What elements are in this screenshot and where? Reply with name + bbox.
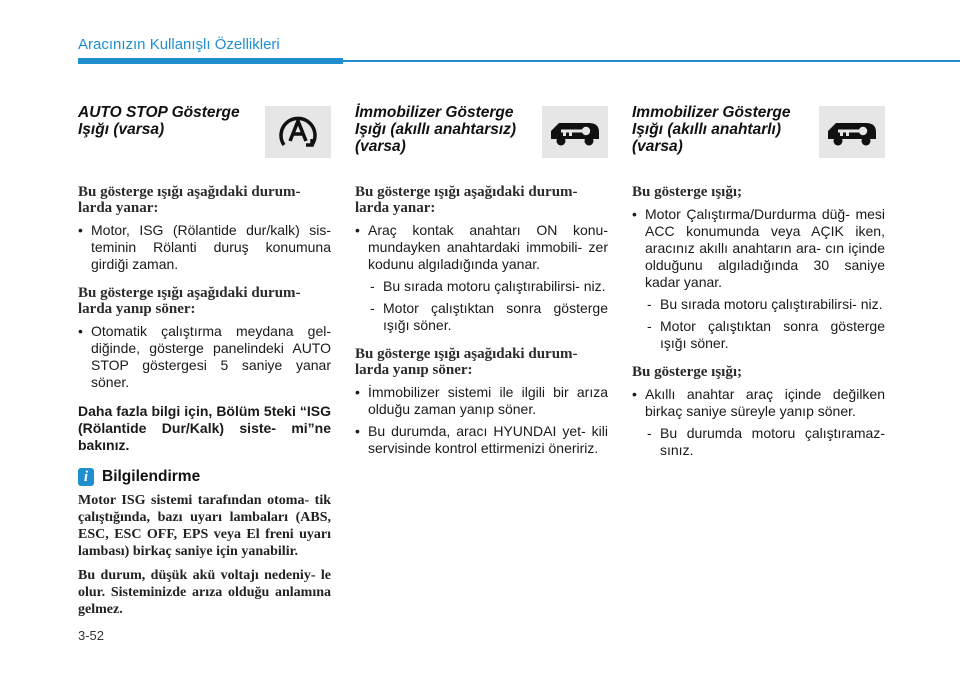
list-item: • Motor, ISG (Rölantide dur/kalk) sis- teminin Rölanti duruş konumuna girdiği zaman. — [78, 222, 331, 273]
immobilizer-keyless-blink-list — [355, 384, 608, 457]
list-item-text: Akıllı anahtar araç içinde değilken birkaç saniye süreyle yanıp söner. — [645, 386, 885, 419]
header-accent-bar — [78, 58, 343, 64]
immobilizer-keyless-blink-heading: Bu gösterge ışığı aşağıdaki durum- larda yanıp söner: — [355, 346, 578, 378]
immobilizer-smart-blink-heading: Bu gösterge ışığı; — [632, 364, 742, 380]
list-item — [355, 222, 608, 334]
immobilizer-smart-heading — [632, 104, 885, 164]
auto-stop-on-heading: Bu gösterge ışığı aşağıdaki durum- larda yanar: — [78, 184, 301, 216]
auto-stop-on-list — [78, 222, 331, 273]
key-car-icon — [542, 106, 608, 158]
immobilizer-keyless-heading — [355, 104, 608, 164]
reference-note: Daha fazla bilgi için, Bölüm 5teki “ISG (Rölantide Dur/Kalk) siste- mi”ne bakınız. — [78, 403, 331, 453]
auto-stop-blink-list — [78, 323, 331, 391]
immobilizer-keyless-on-list — [355, 222, 608, 334]
header-rule — [343, 60, 960, 62]
immobilizer-smart-title: Immobilizer Gösterge Işığı (akıllı anahtarlı) (varsa) — [632, 104, 791, 155]
auto-stop-title: AUTO STOP Gösterge Işığı (varsa) — [78, 104, 240, 138]
auto-stop-heading — [78, 104, 331, 164]
list-item — [632, 206, 885, 352]
column-auto-stop — [78, 104, 331, 625]
immobilizer-smart-on-list — [632, 206, 885, 352]
immobilizer-smart-on-heading: Bu gösterge ışığı; — [632, 184, 742, 200]
column-immobilizer-keyless — [355, 104, 608, 469]
sub-list-item: - Motor çalıştıktan sonra gösterge ışığı söner. — [645, 318, 885, 352]
list-item-text: Araç kontak anahtarı ON konu- mundayken anahtardaki immobili- zer kodunu algıladığında yanar. — [368, 222, 608, 272]
sub-list — [368, 278, 608, 334]
list-item: • Bu durumda, aracı HYUNDAI yet- kili servisinde kontrol ettirmenizi öneririz. — [355, 423, 608, 457]
sub-list — [645, 425, 885, 459]
immobilizer-keyless-on-heading: Bu gösterge ışığı aşağıdaki durum- larda yanar: — [355, 184, 578, 216]
sub-list-item: - Bu sırada motoru çalıştırabilirsi- niz. — [645, 296, 885, 313]
info-paragraph-1: Motor ISG sistemi tarafından otoma- tik çalıştığında, bazı uyarı lambaları (ABS, ESC, ESC OFF, EPS veya El freni uyarı lambası) birkaç saniye için yanabilir. — [78, 493, 331, 559]
list-item: • Otomatik çalıştırma meydana gel- diğinde, gösterge panelindeki AUTO STOP göstergesi 5 saniye yanar söner. — [78, 323, 331, 391]
key-car-icon — [819, 106, 885, 158]
sub-list-item: - Bu sırada motoru çalıştırabilirsi- niz. — [368, 278, 608, 295]
section-header-title: Aracınızın Kullanışlı Özellikleri — [78, 36, 280, 53]
info-icon: i — [78, 468, 94, 486]
sub-list — [645, 296, 885, 352]
info-paragraph-2: Bu durum, düşük akü voltajı nedeniy- le olur. Sisteminizde arıza olduğu anlamına gelmez. — [78, 568, 331, 617]
immobilizer-keyless-title: İmmobilizer Gösterge Işığı (akıllı anahtarsız) (varsa) — [355, 104, 517, 155]
page-number: 3-52 — [78, 628, 105, 643]
sub-list-item: - Bu durumda motoru çalıştıramaz- sınız. — [645, 425, 885, 459]
info-title: Bilgilendirme — [102, 468, 201, 485]
list-item: • İmmobilizer sistemi ile ilgili bir arıza olduğu zaman yanıp söner. — [355, 384, 608, 418]
list-item-text: Motor Çalıştırma/Durdurma düğ- mesi ACC konumunda veya AÇIK iken, aracınız akıllı anahtarın ara- cın içinde olduğunu algıladığında 30 saniye kadar yanar. — [645, 206, 885, 290]
list-item — [632, 386, 885, 459]
immobilizer-smart-blink-list — [632, 386, 885, 459]
auto-stop-blink-heading: Bu gösterge ışığı aşağıdaki durum- larda yanıp söner: — [78, 285, 301, 317]
column-immobilizer-smart-key — [632, 104, 885, 471]
auto-stop-icon — [265, 106, 331, 158]
info-heading — [78, 468, 331, 486]
sub-list-item: - Motor çalıştıktan sonra gösterge ışığı söner. — [368, 300, 608, 334]
